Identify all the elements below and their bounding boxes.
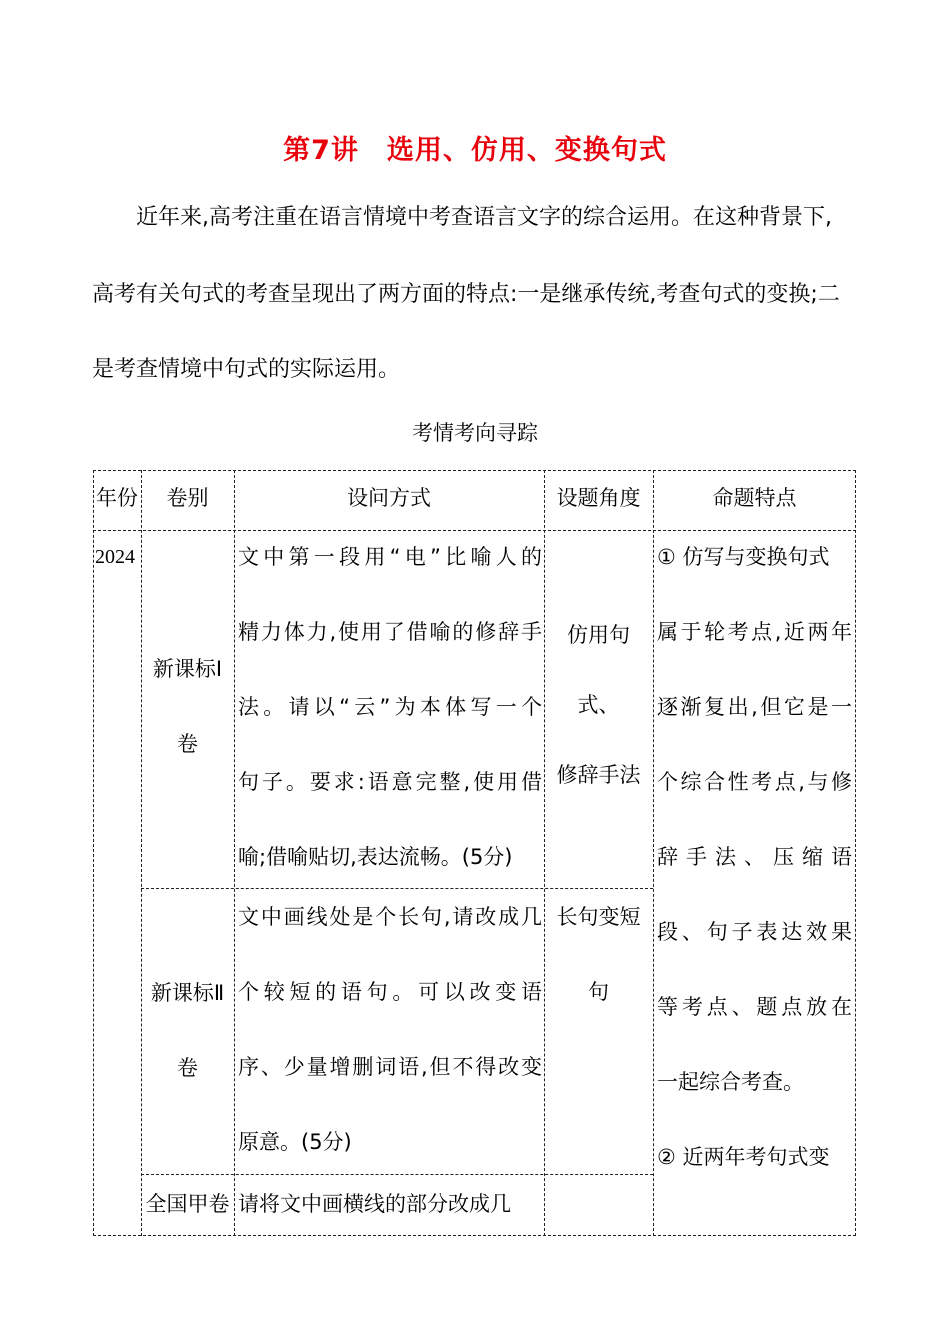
paper-row-1-line-2: 卷 [177, 732, 198, 756]
question-row-1 [238, 520, 542, 895]
table-border-bottom [93, 1235, 856, 1236]
header-feature: 命题特点 [712, 486, 797, 510]
header-question: 设问方式 [347, 486, 431, 510]
angle-row-1-line-1: 仿用句 [567, 623, 630, 647]
table-border-left [93, 470, 94, 1236]
question-row-1-line-1: 文中第一段用“电”比喻人的 [238, 545, 542, 569]
feature-line-4: 个综合性考点,与修 [657, 770, 852, 794]
table-divider-col2 [234, 470, 235, 1236]
paper-row-2 [141, 956, 234, 1106]
intro-line-3: 是考查情境中句式的实际运用。 [92, 357, 401, 382]
paper-row-2-line-1: 新课标Ⅱ [150, 981, 225, 1005]
angle-row-1 [544, 600, 653, 810]
table-caption: 考情考向寻踪 [412, 421, 538, 445]
angle-row-2 [544, 880, 653, 1030]
intro-line-1: 近年来,高考注重在语言情境中考查语言文字的综合运用。在这种背景下, [136, 205, 832, 230]
header-angle: 设题角度 [556, 486, 641, 510]
feature-line-9: ② 近两年考句式变 [657, 1145, 830, 1169]
question-row-2 [238, 880, 542, 1180]
feature-line-2: 属于轮考点,近两年 [657, 620, 852, 644]
exam-table [93, 470, 856, 1236]
question-row-3-line-1: 请将文中画横线的部分改成几 [238, 1192, 511, 1216]
feature-line-6: 段、句子表达效果 [657, 920, 852, 944]
question-row-1-line-3: 法。请以“云”为本体写一个 [238, 695, 542, 719]
table-divider-col1 [141, 470, 142, 1236]
intro-line-2: 高考有关句式的考查呈现出了两方面的特点:一是继承传统,考查句式的变换;二 [92, 282, 840, 307]
paper-row-2-line-2: 卷 [177, 1056, 198, 1080]
question-row-1-line-4: 句子。要求:语意完整,使用借 [238, 770, 542, 794]
paper-row-1 [141, 632, 234, 782]
year-cell: 2024 [95, 546, 135, 568]
question-row-1-line-2: 精力体力,使用了借喻的修辞手 [238, 620, 542, 644]
feature-column [657, 520, 852, 1195]
question-row-2-line-4: 原意。(5分) [238, 1130, 352, 1154]
header-year: 年份 [96, 486, 138, 510]
feature-line-8: 一起综合考查。 [657, 1070, 804, 1094]
table-border-right [855, 470, 856, 1236]
angle-row-2-line-1: 长句变短 [556, 905, 641, 929]
angle-row-1-line-3: 修辞手法 [556, 763, 641, 787]
angle-row-1-line-2: 式、 [577, 693, 620, 717]
angle-row-2-line-2: 句 [588, 980, 609, 1004]
feature-line-7: 等考点、题点放在 [657, 995, 852, 1019]
header-paper: 卷别 [166, 486, 209, 510]
feature-line-5: 辞 手 法 、 压 缩 语 [657, 845, 852, 869]
feature-line-3: 逐渐复出,但它是一 [657, 695, 852, 719]
table-divider-col3 [544, 470, 545, 1236]
feature-line-1: ① 仿写与变换句式 [657, 545, 830, 569]
table-divider-col4 [653, 470, 654, 1236]
paper-row-1-line-1: 新课标Ⅰ [152, 657, 223, 681]
question-row-2-line-1: 文中画线处是个长句,请改成几 [238, 905, 542, 929]
question-row-1-line-5: 喻;借喻贴切,表达流畅。(5分) [238, 845, 513, 869]
question-row-2-line-2: 个较短的语句。可以改变语 [238, 980, 542, 1004]
paper-row-3: 全国甲卷 [145, 1192, 230, 1216]
page-title: 第7讲 选用、仿用、变换句式 [283, 135, 667, 166]
question-row-2-line-3: 序、少量增删词语,但不得改变 [238, 1055, 542, 1079]
